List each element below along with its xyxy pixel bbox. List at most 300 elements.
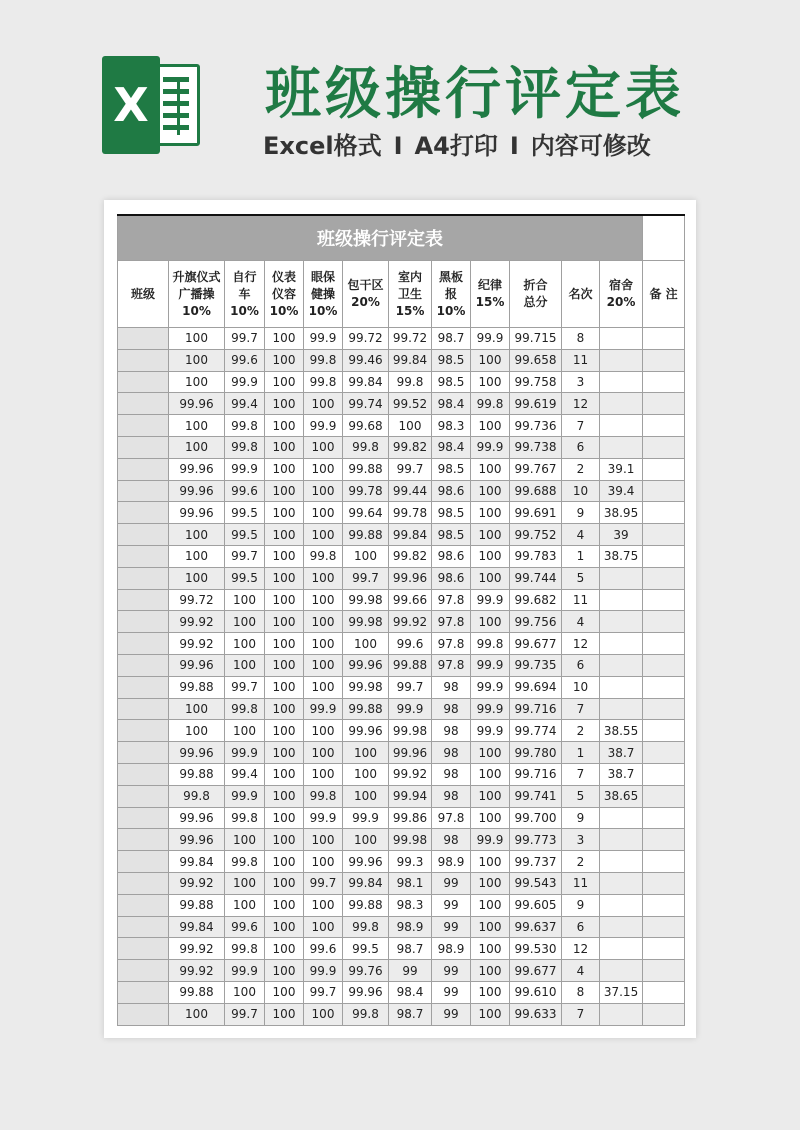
table-cell[interactable] <box>118 589 169 611</box>
table-cell[interactable]: 100 <box>265 676 304 698</box>
table-cell[interactable]: 8 <box>562 981 600 1003</box>
table-cell[interactable]: 100 <box>389 415 432 437</box>
table-cell[interactable]: 99.9 <box>304 328 343 350</box>
table-cell[interactable]: 100 <box>304 480 343 502</box>
table-cell[interactable]: 98.4 <box>389 981 432 1003</box>
table-cell[interactable]: 99.98 <box>343 589 389 611</box>
table-cell[interactable]: 99.8 <box>225 938 265 960</box>
table-cell[interactable] <box>643 524 685 546</box>
table-cell[interactable]: 11 <box>562 872 600 894</box>
table-cell[interactable]: 100 <box>304 393 343 415</box>
table-cell[interactable]: 99.88 <box>389 654 432 676</box>
table-cell[interactable]: 99.8 <box>304 349 343 371</box>
table-cell[interactable]: 100 <box>343 829 389 851</box>
table-cell[interactable]: 100 <box>265 545 304 567</box>
table-cell[interactable]: 99.96 <box>169 742 225 764</box>
table-cell[interactable] <box>600 611 643 633</box>
table-cell[interactable]: 98.7 <box>389 1003 432 1025</box>
table-cell[interactable]: 99.88 <box>343 458 389 480</box>
table-cell[interactable]: 100 <box>471 981 510 1003</box>
table-cell[interactable]: 9 <box>562 502 600 524</box>
table-cell[interactable]: 100 <box>265 436 304 458</box>
table-cell[interactable]: 99.98 <box>389 829 432 851</box>
table-cell[interactable]: 100 <box>265 524 304 546</box>
table-cell[interactable]: 99.98 <box>389 720 432 742</box>
table-cell[interactable]: 39.1 <box>600 458 643 480</box>
table-cell[interactable] <box>600 851 643 873</box>
table-cell[interactable]: 99.96 <box>169 480 225 502</box>
table-cell[interactable]: 97.8 <box>432 807 471 829</box>
table-cell[interactable]: 99.6 <box>225 480 265 502</box>
table-cell[interactable]: 100 <box>304 589 343 611</box>
table-cell[interactable]: 99.96 <box>343 851 389 873</box>
table-cell[interactable]: 99.84 <box>343 371 389 393</box>
table-cell[interactable] <box>600 328 643 350</box>
table-cell[interactable]: 100 <box>265 763 304 785</box>
table-cell[interactable]: 100 <box>225 720 265 742</box>
table-cell[interactable]: 99.98 <box>343 611 389 633</box>
table-cell[interactable]: 100 <box>471 349 510 371</box>
table-cell[interactable]: 99.7 <box>304 981 343 1003</box>
table-cell[interactable]: 99.8 <box>343 436 389 458</box>
table-cell[interactable] <box>118 916 169 938</box>
table-cell[interactable]: 99.96 <box>343 981 389 1003</box>
table-cell[interactable]: 100 <box>471 458 510 480</box>
table-cell[interactable] <box>643 742 685 764</box>
table-cell[interactable]: 100 <box>265 415 304 437</box>
table-cell[interactable]: 5 <box>562 785 600 807</box>
table-cell[interactable]: 99.688 <box>510 480 562 502</box>
table-cell[interactable]: 10 <box>562 480 600 502</box>
table-cell[interactable] <box>600 654 643 676</box>
table-cell[interactable]: 6 <box>562 436 600 458</box>
table-cell[interactable]: 99.92 <box>389 763 432 785</box>
table-cell[interactable]: 99.3 <box>389 851 432 873</box>
table-cell[interactable]: 98.6 <box>432 480 471 502</box>
table-cell[interactable]: 99.7 <box>225 1003 265 1025</box>
table-cell[interactable] <box>118 633 169 655</box>
table-cell[interactable]: 99.610 <box>510 981 562 1003</box>
table-cell[interactable] <box>118 611 169 633</box>
table-cell[interactable]: 3 <box>562 371 600 393</box>
table-cell[interactable]: 99.9 <box>471 589 510 611</box>
table-cell[interactable]: 99.619 <box>510 393 562 415</box>
table-cell[interactable] <box>643 698 685 720</box>
table-cell[interactable]: 10 <box>562 676 600 698</box>
table-cell[interactable] <box>118 1003 169 1025</box>
table-cell[interactable] <box>600 938 643 960</box>
table-cell[interactable] <box>118 785 169 807</box>
table-cell[interactable]: 99.8 <box>225 436 265 458</box>
table-cell[interactable]: 99.94 <box>389 785 432 807</box>
table-cell[interactable]: 99.4 <box>225 393 265 415</box>
table-cell[interactable] <box>643 807 685 829</box>
table-cell[interactable]: 99.9 <box>343 807 389 829</box>
table-cell[interactable] <box>118 328 169 350</box>
table-cell[interactable]: 99.96 <box>169 502 225 524</box>
table-cell[interactable]: 99.96 <box>389 567 432 589</box>
table-cell[interactable]: 100 <box>265 960 304 982</box>
table-cell[interactable]: 100 <box>304 567 343 589</box>
table-cell[interactable]: 11 <box>562 589 600 611</box>
table-cell[interactable]: 98.5 <box>432 349 471 371</box>
table-cell[interactable]: 99.8 <box>304 371 343 393</box>
table-cell[interactable]: 99.9 <box>471 654 510 676</box>
table-cell[interactable]: 100 <box>265 981 304 1003</box>
table-cell[interactable]: 100 <box>471 916 510 938</box>
table-cell[interactable]: 100 <box>343 785 389 807</box>
table-cell[interactable]: 98 <box>432 742 471 764</box>
table-cell[interactable]: 9 <box>562 807 600 829</box>
table-cell[interactable]: 38.75 <box>600 545 643 567</box>
table-cell[interactable]: 99.84 <box>169 851 225 873</box>
table-cell[interactable] <box>118 742 169 764</box>
table-cell[interactable]: 99.9 <box>471 829 510 851</box>
table-cell[interactable]: 99 <box>432 981 471 1003</box>
table-cell[interactable]: 99.7 <box>225 545 265 567</box>
table-cell[interactable]: 98 <box>432 676 471 698</box>
table-cell[interactable]: 99.88 <box>343 894 389 916</box>
table-cell[interactable]: 99.52 <box>389 393 432 415</box>
table-cell[interactable]: 99.92 <box>169 872 225 894</box>
table-cell[interactable] <box>643 981 685 1003</box>
table-cell[interactable]: 2 <box>562 720 600 742</box>
table-cell[interactable]: 99.783 <box>510 545 562 567</box>
table-cell[interactable]: 99.72 <box>389 328 432 350</box>
table-cell[interactable]: 100 <box>265 720 304 742</box>
table-cell[interactable] <box>118 981 169 1003</box>
table-cell[interactable]: 99.92 <box>389 611 432 633</box>
table-cell[interactable] <box>118 872 169 894</box>
table-cell[interactable] <box>118 415 169 437</box>
table-cell[interactable]: 100 <box>471 480 510 502</box>
table-cell[interactable]: 99.88 <box>169 981 225 1003</box>
table-cell[interactable]: 100 <box>265 567 304 589</box>
table-cell[interactable]: 98.6 <box>432 567 471 589</box>
table-cell[interactable] <box>118 567 169 589</box>
table-cell[interactable]: 99.658 <box>510 349 562 371</box>
table-cell[interactable] <box>643 633 685 655</box>
table-cell[interactable] <box>643 611 685 633</box>
table-cell[interactable]: 99.44 <box>389 480 432 502</box>
table-cell[interactable] <box>600 567 643 589</box>
table-cell[interactable]: 100 <box>265 654 304 676</box>
table-cell[interactable]: 99.76 <box>343 960 389 982</box>
table-cell[interactable]: 99.8 <box>343 916 389 938</box>
table-cell[interactable]: 100 <box>304 676 343 698</box>
table-cell[interactable] <box>643 328 685 350</box>
table-cell[interactable]: 99.5 <box>225 502 265 524</box>
table-cell[interactable]: 98.3 <box>432 415 471 437</box>
table-cell[interactable]: 100 <box>265 371 304 393</box>
table-cell[interactable]: 99.9 <box>225 458 265 480</box>
table-cell[interactable]: 99.700 <box>510 807 562 829</box>
table-cell[interactable]: 100 <box>169 545 225 567</box>
table-cell[interactable] <box>118 894 169 916</box>
table-cell[interactable]: 99.774 <box>510 720 562 742</box>
table-cell[interactable] <box>643 502 685 524</box>
table-cell[interactable] <box>643 1003 685 1025</box>
table-cell[interactable]: 100 <box>343 545 389 567</box>
table-cell[interactable]: 99.46 <box>343 349 389 371</box>
table-cell[interactable]: 99.682 <box>510 589 562 611</box>
table-cell[interactable]: 99.735 <box>510 654 562 676</box>
table-cell[interactable]: 98.3 <box>389 894 432 916</box>
table-cell[interactable]: 99.9 <box>225 960 265 982</box>
table-cell[interactable]: 99.92 <box>169 611 225 633</box>
table-cell[interactable]: 100 <box>471 545 510 567</box>
table-cell[interactable]: 99 <box>389 960 432 982</box>
table-cell[interactable]: 99.82 <box>389 545 432 567</box>
table-cell[interactable] <box>643 894 685 916</box>
table-cell[interactable]: 99.773 <box>510 829 562 851</box>
table-cell[interactable]: 8 <box>562 328 600 350</box>
table-cell[interactable]: 99.96 <box>169 458 225 480</box>
table-cell[interactable]: 99.92 <box>169 960 225 982</box>
table-cell[interactable]: 38.95 <box>600 502 643 524</box>
table-cell[interactable]: 99.9 <box>225 785 265 807</box>
table-cell[interactable]: 99.756 <box>510 611 562 633</box>
table-cell[interactable] <box>600 633 643 655</box>
table-cell[interactable]: 98.7 <box>389 938 432 960</box>
table-cell[interactable]: 99.96 <box>343 720 389 742</box>
table-cell[interactable]: 98.7 <box>432 328 471 350</box>
table-cell[interactable] <box>643 415 685 437</box>
table-cell[interactable] <box>600 415 643 437</box>
table-cell[interactable]: 100 <box>304 742 343 764</box>
table-cell[interactable]: 100 <box>471 894 510 916</box>
table-cell[interactable]: 99.74 <box>343 393 389 415</box>
table-cell[interactable]: 100 <box>225 981 265 1003</box>
table-cell[interactable]: 98 <box>432 763 471 785</box>
table-cell[interactable]: 100 <box>343 763 389 785</box>
table-cell[interactable]: 99.716 <box>510 763 562 785</box>
table-cell[interactable]: 99.605 <box>510 894 562 916</box>
table-cell[interactable] <box>118 371 169 393</box>
table-cell[interactable]: 98.4 <box>432 393 471 415</box>
table-cell[interactable]: 99.5 <box>225 567 265 589</box>
table-cell[interactable]: 100 <box>225 589 265 611</box>
table-cell[interactable] <box>643 654 685 676</box>
table-cell[interactable]: 100 <box>471 851 510 873</box>
table-cell[interactable]: 100 <box>265 611 304 633</box>
table-cell[interactable]: 99.8 <box>169 785 225 807</box>
table-cell[interactable] <box>118 458 169 480</box>
table-cell[interactable]: 99.7 <box>389 458 432 480</box>
table-cell[interactable]: 100 <box>265 480 304 502</box>
table-cell[interactable] <box>643 851 685 873</box>
table-cell[interactable]: 4 <box>562 960 600 982</box>
table-cell[interactable] <box>643 349 685 371</box>
table-cell[interactable]: 99.758 <box>510 371 562 393</box>
table-cell[interactable]: 99.8 <box>225 807 265 829</box>
table-cell[interactable]: 99.9 <box>304 415 343 437</box>
table-cell[interactable]: 99.543 <box>510 872 562 894</box>
table-cell[interactable]: 100 <box>471 960 510 982</box>
table-cell[interactable] <box>600 872 643 894</box>
table-cell[interactable]: 6 <box>562 916 600 938</box>
table-cell[interactable]: 99.92 <box>169 633 225 655</box>
table-cell[interactable]: 37.15 <box>600 981 643 1003</box>
table-cell[interactable] <box>118 676 169 698</box>
table-cell[interactable] <box>600 916 643 938</box>
table-cell[interactable] <box>118 763 169 785</box>
table-cell[interactable]: 39 <box>600 524 643 546</box>
table-cell[interactable]: 38.7 <box>600 742 643 764</box>
table-cell[interactable]: 99.92 <box>169 938 225 960</box>
table-cell[interactable]: 99.96 <box>169 807 225 829</box>
table-cell[interactable]: 99.9 <box>225 742 265 764</box>
table-cell[interactable]: 99.98 <box>343 676 389 698</box>
table-cell[interactable]: 99.9 <box>471 720 510 742</box>
table-cell[interactable] <box>600 436 643 458</box>
table-cell[interactable]: 98.9 <box>389 916 432 938</box>
table-cell[interactable]: 99.96 <box>169 393 225 415</box>
table-cell[interactable]: 100 <box>265 742 304 764</box>
table-cell[interactable]: 100 <box>471 611 510 633</box>
table-cell[interactable] <box>118 698 169 720</box>
table-cell[interactable]: 99.9 <box>471 328 510 350</box>
table-cell[interactable] <box>643 676 685 698</box>
table-cell[interactable]: 100 <box>343 742 389 764</box>
table-cell[interactable]: 100 <box>169 720 225 742</box>
table-cell[interactable] <box>118 349 169 371</box>
table-cell[interactable]: 97.8 <box>432 611 471 633</box>
table-cell[interactable]: 100 <box>304 458 343 480</box>
table-cell[interactable]: 99.7 <box>389 676 432 698</box>
table-cell[interactable]: 1 <box>562 742 600 764</box>
table-cell[interactable] <box>600 698 643 720</box>
table-cell[interactable]: 99.84 <box>389 349 432 371</box>
table-cell[interactable]: 100 <box>304 436 343 458</box>
table-cell[interactable]: 100 <box>265 393 304 415</box>
table-cell[interactable]: 12 <box>562 938 600 960</box>
table-cell[interactable]: 98 <box>432 829 471 851</box>
table-cell[interactable]: 100 <box>265 894 304 916</box>
table-cell[interactable]: 99.84 <box>343 872 389 894</box>
table-cell[interactable]: 100 <box>169 328 225 350</box>
table-cell[interactable]: 99.6 <box>225 349 265 371</box>
table-cell[interactable]: 100 <box>225 633 265 655</box>
table-cell[interactable]: 100 <box>169 415 225 437</box>
table-cell[interactable]: 11 <box>562 349 600 371</box>
table-cell[interactable]: 100 <box>169 698 225 720</box>
table-cell[interactable]: 99 <box>432 1003 471 1025</box>
table-cell[interactable]: 100 <box>265 349 304 371</box>
table-cell[interactable]: 100 <box>304 654 343 676</box>
table-cell[interactable]: 98 <box>432 720 471 742</box>
table-cell[interactable]: 12 <box>562 633 600 655</box>
table-cell[interactable]: 100 <box>225 611 265 633</box>
table-cell[interactable]: 98.6 <box>432 545 471 567</box>
table-cell[interactable]: 100 <box>304 524 343 546</box>
table-cell[interactable]: 99.96 <box>169 829 225 851</box>
table-cell[interactable]: 99.66 <box>389 589 432 611</box>
table-cell[interactable]: 4 <box>562 611 600 633</box>
table-cell[interactable]: 7 <box>562 415 600 437</box>
table-cell[interactable]: 99 <box>432 872 471 894</box>
table-cell[interactable]: 99.9 <box>471 676 510 698</box>
table-cell[interactable]: 5 <box>562 567 600 589</box>
table-cell[interactable]: 39.4 <box>600 480 643 502</box>
table-cell[interactable] <box>600 349 643 371</box>
table-cell[interactable]: 99.9 <box>225 371 265 393</box>
table-cell[interactable]: 2 <box>562 851 600 873</box>
table-cell[interactable] <box>600 589 643 611</box>
table-cell[interactable]: 99.9 <box>471 698 510 720</box>
table-cell[interactable]: 98 <box>432 785 471 807</box>
table-cell[interactable]: 99.88 <box>169 676 225 698</box>
table-cell[interactable] <box>643 436 685 458</box>
table-cell[interactable]: 100 <box>471 567 510 589</box>
table-cell[interactable] <box>600 676 643 698</box>
table-cell[interactable] <box>643 916 685 938</box>
table-cell[interactable]: 100 <box>225 894 265 916</box>
table-cell[interactable]: 99.6 <box>225 916 265 938</box>
table-cell[interactable]: 97.8 <box>432 654 471 676</box>
table-cell[interactable]: 38.65 <box>600 785 643 807</box>
table-cell[interactable]: 100 <box>265 807 304 829</box>
table-cell[interactable]: 99.738 <box>510 436 562 458</box>
table-cell[interactable]: 7 <box>562 698 600 720</box>
table-cell[interactable]: 7 <box>562 763 600 785</box>
table-cell[interactable]: 99.9 <box>304 960 343 982</box>
table-cell[interactable]: 99.637 <box>510 916 562 938</box>
table-cell[interactable]: 99.737 <box>510 851 562 873</box>
table-cell[interactable]: 100 <box>471 742 510 764</box>
table-cell[interactable]: 99.8 <box>471 393 510 415</box>
table-cell[interactable]: 99.4 <box>225 763 265 785</box>
table-cell[interactable]: 100 <box>265 589 304 611</box>
table-cell[interactable]: 99.7 <box>225 328 265 350</box>
table-cell[interactable] <box>643 589 685 611</box>
table-cell[interactable]: 98.5 <box>432 458 471 480</box>
table-cell[interactable]: 99.88 <box>169 763 225 785</box>
table-cell[interactable] <box>600 807 643 829</box>
table-cell[interactable]: 100 <box>169 349 225 371</box>
table-cell[interactable]: 100 <box>471 872 510 894</box>
table-cell[interactable]: 99.64 <box>343 502 389 524</box>
table-cell[interactable]: 99.68 <box>343 415 389 437</box>
table-cell[interactable]: 99.9 <box>304 807 343 829</box>
table-cell[interactable]: 38.55 <box>600 720 643 742</box>
table-cell[interactable]: 100 <box>304 611 343 633</box>
table-cell[interactable] <box>118 960 169 982</box>
table-cell[interactable]: 4 <box>562 524 600 546</box>
table-cell[interactable] <box>118 720 169 742</box>
table-cell[interactable]: 99.780 <box>510 742 562 764</box>
table-cell[interactable]: 100 <box>265 916 304 938</box>
table-cell[interactable]: 99.716 <box>510 698 562 720</box>
table-cell[interactable]: 100 <box>169 567 225 589</box>
table-cell[interactable]: 100 <box>304 633 343 655</box>
table-cell[interactable] <box>643 785 685 807</box>
table-cell[interactable]: 99.6 <box>304 938 343 960</box>
table-cell[interactable]: 100 <box>225 872 265 894</box>
table-cell[interactable] <box>118 654 169 676</box>
table-cell[interactable]: 100 <box>304 1003 343 1025</box>
table-cell[interactable]: 99.8 <box>343 1003 389 1025</box>
table-cell[interactable]: 99.88 <box>343 524 389 546</box>
table-cell[interactable]: 99.7 <box>225 676 265 698</box>
table-cell[interactable] <box>600 1003 643 1025</box>
table-cell[interactable]: 99.8 <box>225 698 265 720</box>
table-cell[interactable]: 100 <box>304 720 343 742</box>
table-cell[interactable]: 99.86 <box>389 807 432 829</box>
table-cell[interactable] <box>643 829 685 851</box>
table-cell[interactable]: 100 <box>169 1003 225 1025</box>
table-cell[interactable]: 99.633 <box>510 1003 562 1025</box>
